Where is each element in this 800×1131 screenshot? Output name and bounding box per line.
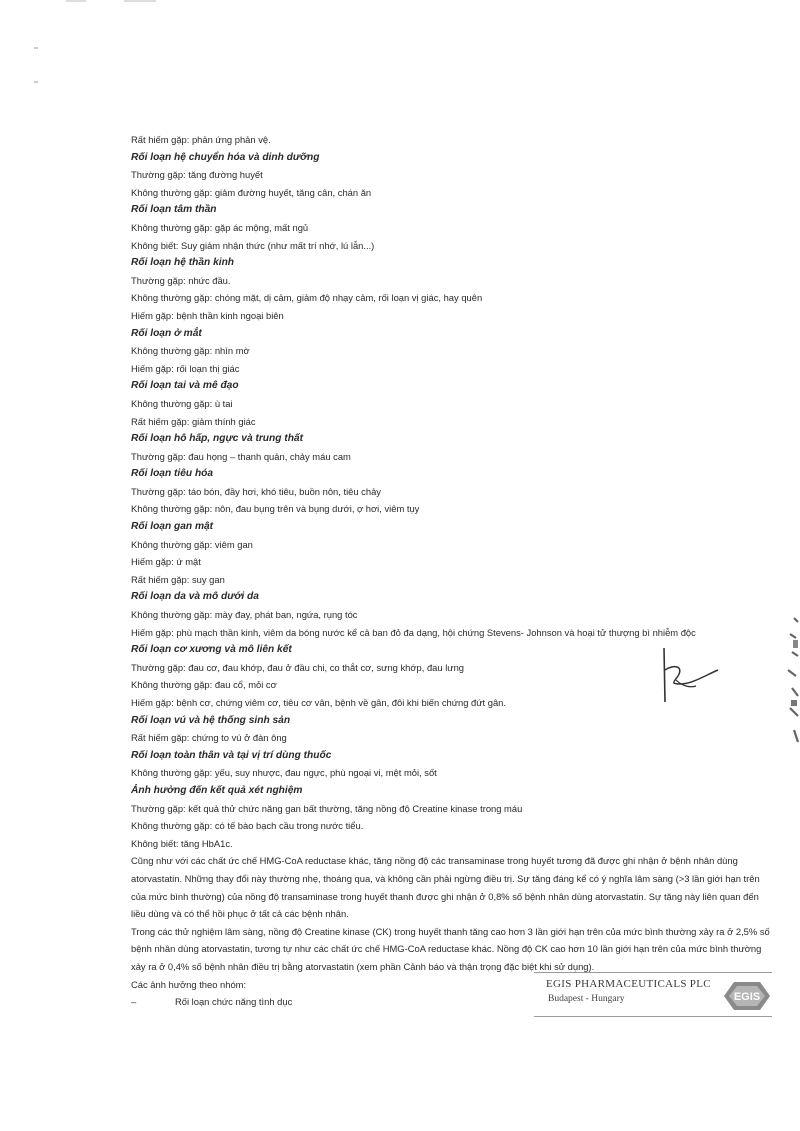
list-marker: – — [131, 996, 137, 1008]
list-item: Không biết: Suy giảm nhận thức (như mất trí nhớ, lú lẫn...) — [131, 239, 375, 251]
list-item: Không thường gặp: giảm đường huyết, tăng cân, chán ăn — [131, 186, 372, 198]
list-item: Không thường gặp: mày đay, phát ban, ngứa, rụng tóc — [131, 609, 358, 621]
list-item: Rất hiếm gặp: suy gan — [131, 573, 225, 585]
list-item: Không thường gặp: yếu, suy nhược, đau ngực, phù ngoại vi, mệt mỏi, sốt — [131, 767, 437, 779]
section-heading: Ảnh hưởng đến kết quả xét nghiệm — [131, 784, 303, 796]
section-heading: Rối loạn gan mật — [131, 521, 214, 533]
list-item: Không thường gặp: gặp ác mộng, mất ngủ — [131, 221, 309, 233]
section-heading: Rối loạn tâm thần — [131, 204, 217, 216]
list-item: Hiếm gặp: phù mạch thần kinh, viêm da bóng nước kể cả ban đỏ đa dạng, hội chứng Stevens- Johnson và hoại tử thượng bì nhiễm độc — [131, 626, 696, 638]
list-item: Không thường gặp: viêm gan — [131, 538, 253, 550]
list-item: Thường gặp: táo bón, đầy hơi, khó tiêu, buồn nôn, tiêu chảy — [131, 485, 381, 497]
egis-logo-text: EGIS — [733, 991, 761, 1003]
footer-rule-bottom — [534, 1016, 772, 1017]
list-item: Thường gặp: tăng đường huyết — [131, 169, 263, 181]
section-heading: Rối loạn hô hấp, ngực và trung thất — [131, 433, 303, 445]
company-footer — [534, 972, 774, 1020]
egis-logo-icon — [720, 978, 774, 1014]
list-item: Không thường gặp: nhìn mờ — [131, 345, 250, 357]
paragraph-creatine-kinase: Trong các thử nghiệm lâm sàng, nồng độ Creatine kinase (CK) trong huyết thanh tăng cao hơn 3 lần giới hạn trên của mức bình thường xảy ra ở 2,5% số bệnh nhân dùng atorvastatin, tương tự như các chất ức chế HMG-CoA reductase khác. Nồng độ CK cao hơn 10 lần giới hạn trên của mức bình thường xảy ra ở 0,4% số bệnh nhân điều trị bằng atorvastatin (xem phần Cảnh báo và thận trọng đặc biệt khi sử dụng). — [131, 925, 770, 972]
section-heading: Rối loạn cơ xương và mô liên kết — [131, 644, 292, 656]
company-city: Budapest - Hungary — [548, 994, 625, 1004]
list-item: Rất hiếm gặp: phản ứng phản vệ. — [131, 134, 271, 145]
section-heading: Rối loạn tai và mê đạo — [131, 380, 239, 392]
list-item: Thường gặp: đau họng – thanh quản, chảy máu cam — [131, 450, 351, 462]
list-item: Thường gặp: kết quả thử chức năng gan bất thường, tăng nồng độ Creatine kinase trong máu — [131, 802, 523, 814]
list-item: Không thường gặp: có tế bào bạch cầu trong nước tiểu. — [131, 820, 364, 832]
section-heading: Rối loạn hệ chuyển hóa và dinh dưỡng — [131, 151, 320, 163]
section-heading: Rối loạn tiêu hóa — [131, 468, 214, 480]
list-item: Không biết: tăng HbA1c. — [131, 837, 233, 849]
scan-corner-marks — [28, 0, 168, 90]
list-item: Không thường gặp: nôn, đau bụng trên và bụng dưới, ợ hơi, viêm tụy — [131, 503, 420, 515]
list-item: Không thường gặp: đau cổ, mỏi cơ — [131, 679, 277, 691]
list-item: Hiếm gặp: bệnh thần kinh ngoại biên — [131, 309, 284, 321]
list-item: Thường gặp: đau cơ, đau khớp, đau ở đầu chi, co thắt cơ, sưng khớp, đau lưng — [131, 661, 464, 673]
group-item-text: Rối loạn chức năng tình dục — [175, 996, 293, 1008]
list-item: Hiếm gặp: bệnh cơ, chứng viêm cơ, tiêu cơ vân, bệnh về gân, đôi khi biến chứng đứt gân. — [131, 697, 506, 708]
section-heading: Rối loạn da và mô dưới da — [131, 591, 259, 603]
list-item: Hiếm gặp: ứ mật — [131, 556, 201, 568]
edge-stamp-fragment — [778, 612, 800, 752]
section-heading: Rối loạn vú và hệ thống sinh sản — [131, 714, 291, 726]
list-item: Rất hiếm gặp: chứng to vú ở đàn ông — [131, 732, 287, 744]
handwritten-signature — [652, 640, 722, 710]
list-item: Rất hiếm gặp: giảm thính giác — [131, 415, 256, 427]
section-heading: Rối loạn toàn thân và tại vị trí dùng thuốc — [131, 749, 332, 761]
list-item: Hiếm gặp: rối loạn thị giác — [131, 362, 240, 374]
adverse-effects-list — [131, 131, 771, 852]
company-name: EGIS PHARMACEUTICALS PLC — [546, 978, 711, 990]
section-heading: Rối loạn hệ thần kinh — [131, 257, 235, 269]
footer-rule-top — [534, 972, 772, 973]
adverse-effects-content — [131, 131, 771, 1011]
list-item: Không thường gặp: chóng mặt, dị cảm, giảm độ nhạy cảm, rối loạn vị giác, hay quên — [131, 292, 483, 304]
group-intro: Các ảnh hưởng theo nhóm: — [131, 978, 247, 990]
paragraph-transaminase: Cũng như với các chất ức chế HMG-CoA reductase khác, tăng nồng độ các transaminase trong huyết tương đã được ghi nhận ở bệnh nhân dùng atorvastatin. Những thay đổi này thường nhẹ, thoáng qua, và không cần phải ngừng điều trị. Sự tăng đáng kể có ý nghĩa lâm sàng (>3 lần giới hạn trên của mức bình thường) của nồng độ transaminase trong huyết thanh được ghi nhận ở 0,8% số bệnh nhân dùng atorvastatin. Sự tăng này liên quan đến liều dùng và có thể hồi phục ở tất cả các bệnh nhân. — [131, 855, 760, 920]
section-heading: Rối loạn ở mắt — [131, 327, 202, 339]
list-item: Thường gặp: nhức đầu. — [131, 274, 231, 286]
list-item: Không thường gặp: ù tai — [131, 397, 233, 409]
